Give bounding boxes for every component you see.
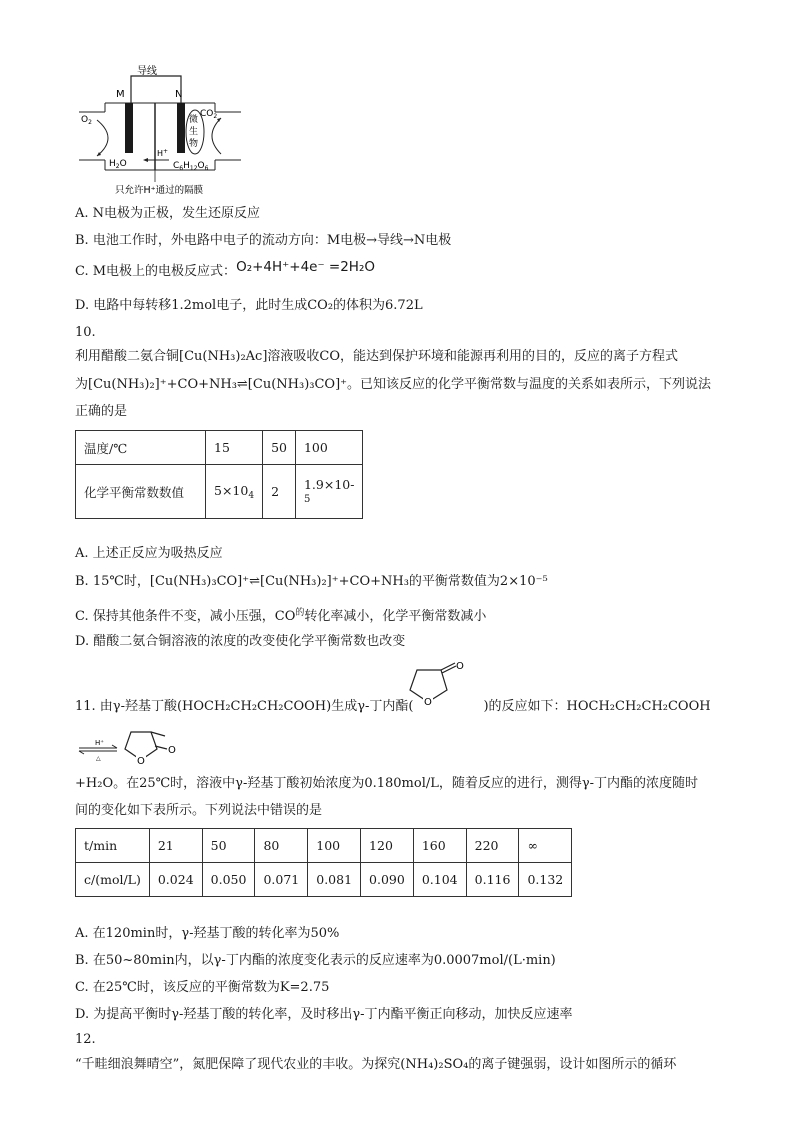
ring-oxygen-label: O: [424, 697, 432, 708]
q11-stem-1b: )的反应如下：HOCH₂CH₂CH₂COOH: [483, 699, 711, 714]
q10-k-value-a: 1.9×10-: [303, 476, 355, 492]
q10-table-cell: 15: [206, 431, 263, 465]
q11-option-d: D. 为提高平衡时γ-羟基丁酸的转化率，及时移出γ-丁内酯平衡正向移动，加快反应速率: [75, 1007, 573, 1022]
q11-table-cell: 0.090: [361, 863, 414, 897]
microbe-char-3: 物: [189, 139, 199, 149]
q9-option-a: A. N电极为正极，发生还原反应: [75, 206, 261, 221]
q11-table-cell: 50: [202, 829, 255, 863]
q10-option-b: B. 15℃时，[Cu(NH₃)₃CO]⁺⇌[Cu(NH₃)₂]⁺+CO+NH₃的平衡常数值为2×10⁻⁵: [75, 574, 548, 589]
q11-table-cell: 0.116: [466, 863, 519, 897]
q10-stem-line-3: 正确的是: [75, 404, 128, 419]
q10-option-c-part1: C. 保持其他条件不变，减小压强，CO: [75, 609, 296, 624]
q10-table-row-temp: [76, 431, 363, 465]
left-flow-arrow: [97, 120, 108, 156]
microbe-char-1: 微: [189, 115, 199, 125]
q10-stem-line-1: 利用醋酸二氨合铜[Cu(NH₃)₂Ac]溶液吸收CO，能达到保护环境和能源再利用的目的，反应的离子方程式: [75, 349, 679, 364]
q12-stem-line-1: “千畦细浪舞晴空”，氮肥保障了现代农业的丰收。为探究(NH₄)₂SO₄的离子键强弱，设计如图所示的循环: [75, 1057, 677, 1072]
right-flow-arrow: [212, 118, 221, 154]
q11-table-cell: 0.104: [413, 863, 466, 897]
q10-table: [75, 430, 363, 519]
q10-k-exp: 4: [248, 490, 255, 501]
q11-table-cell: 220: [466, 829, 519, 863]
q11-option-a: A. 在120min时，γ-羟基丁酸的转化率为50%: [75, 926, 340, 941]
q10-table-cell: 50: [263, 431, 296, 465]
q10-table-cell: 2: [263, 465, 296, 519]
q11-table-row-conc: [76, 863, 572, 897]
q10-option-a: A. 上述正反应为吸热反应: [75, 546, 223, 561]
q10-table-cell: [206, 465, 263, 519]
q10-table-cell: 100: [295, 431, 362, 465]
q9-option-c-formula: O₂+4H⁺+4e⁻ =2H₂O: [236, 259, 375, 275]
q11-table-cell: 120: [361, 829, 414, 863]
q11-table-cell: 0.071: [255, 863, 308, 897]
wire-label: 导线: [137, 66, 157, 77]
carbonyl-bond-2: [442, 666, 456, 673]
q10-table-cell: 温度/℃: [76, 431, 206, 465]
q9-option-c: [75, 259, 375, 281]
q9-option-d: D. 电路中每转移1.2mol电子，此时生成CO₂的体积为6.72L: [75, 298, 423, 313]
q11-option-c: C. 在25℃时，该反应的平衡常数为K=2.75: [75, 980, 330, 995]
q11-table: [75, 828, 572, 897]
q10-k-value-b: 5: [303, 493, 311, 505]
proton-arrowhead: [143, 158, 148, 162]
q11-table-cell: 0.050: [202, 863, 255, 897]
h2o-label: $H_2O$: [109, 159, 127, 170]
catalyst-label: H⁺: [95, 739, 104, 747]
co2-label: $CO_2$: [200, 109, 218, 120]
q10-number: 10.: [75, 325, 96, 340]
carbonyl-bond-1: [441, 663, 455, 670]
hplus-label: H+: [157, 148, 169, 158]
wire-line: [131, 76, 181, 103]
membrane-label: 只允许H⁺通过的隔膜: [115, 185, 204, 196]
reaction-arrow-and-product: [75, 718, 195, 770]
electrode-n-label: N: [175, 89, 183, 100]
q11-stem-line-1: [75, 698, 711, 716]
fuel-cell-diagram: [75, 60, 245, 200]
q11-stem-1a: 11. 由γ-羟基丁酸(HOCH₂CH₂CH₂COOH)生成γ-丁内酯(: [75, 699, 414, 714]
electrode-m-label: M: [116, 89, 125, 100]
electrode-m: [125, 103, 133, 153]
q11-table-cell: ∞: [519, 829, 572, 863]
product-carbonyl-o: O: [168, 745, 176, 756]
q11-table-cell: c/(mol/L): [76, 863, 150, 897]
q10-option-c-part2: 转化率减小，化学平衡常数减小: [304, 609, 487, 624]
q10-option-c: [75, 604, 486, 626]
q10-k-value: 5×10: [214, 482, 249, 498]
product-carbonyl-1: [151, 732, 165, 736]
q11-table-cell: 80: [255, 829, 308, 863]
q10-stem-line-2: 为[Cu(NH₃)₂]⁺+CO+NH₃⇌[Cu(NH₃)₃CO]⁺。已知该反应的化学平衡常数与温度的关系如表所示，下列说法: [75, 377, 712, 392]
microbe-char-2: 生: [189, 127, 199, 137]
q11-table-cell: 0.024: [149, 863, 202, 897]
q11-option-b: B. 在50~80min内，以γ-丁内酯的浓度变化表示的反应速率为0.0007mol/(L·min): [75, 953, 556, 968]
q10-option-c-sup: 的: [295, 608, 305, 618]
q11-stem-line-2: +H₂O。在25℃时，溶液中γ-羟基丁酸初始浓度为0.180mol/L，随着反应的进行，测得γ-丁内酯的浓度随时: [75, 776, 699, 791]
q11-table-cell: 100: [308, 829, 361, 863]
q11-table-cell: 0.132: [519, 863, 572, 897]
q9-option-b: B. 电池工作时，外电路中电子的流动方向：M电极→导线→N电极: [75, 233, 452, 248]
q11-table-cell: t/min: [76, 829, 150, 863]
q10-table-cell: [295, 465, 362, 519]
q11-table-row-time: [76, 829, 572, 863]
q10-option-d: D. 醋酸二氨合铜溶液的浓度的改变使化学平衡常数也改变: [75, 634, 406, 649]
glucose-label: $C_6H_{12}O_6$: [173, 161, 209, 172]
q10-table-row-k: [76, 465, 363, 519]
q11-table-cell: 0.081: [308, 863, 361, 897]
q11-table-cell: 160: [413, 829, 466, 863]
q10-table-cell: 化学平衡常数数值: [76, 465, 206, 519]
product-ring-o: O: [137, 756, 145, 767]
heat-label: △: [96, 755, 101, 762]
q11-table-cell: 21: [149, 829, 202, 863]
electrode-n: [177, 103, 185, 153]
q11-stem-line-3: 间的变化如下表所示。下列说法中错误的是: [75, 803, 323, 818]
q12-number: 12.: [75, 1032, 96, 1047]
o2-label: $O_2$: [81, 115, 92, 126]
carbonyl-oxygen-label: O: [456, 661, 464, 672]
q9-option-c-text: C. M电极上的电极反应式：: [75, 264, 237, 279]
